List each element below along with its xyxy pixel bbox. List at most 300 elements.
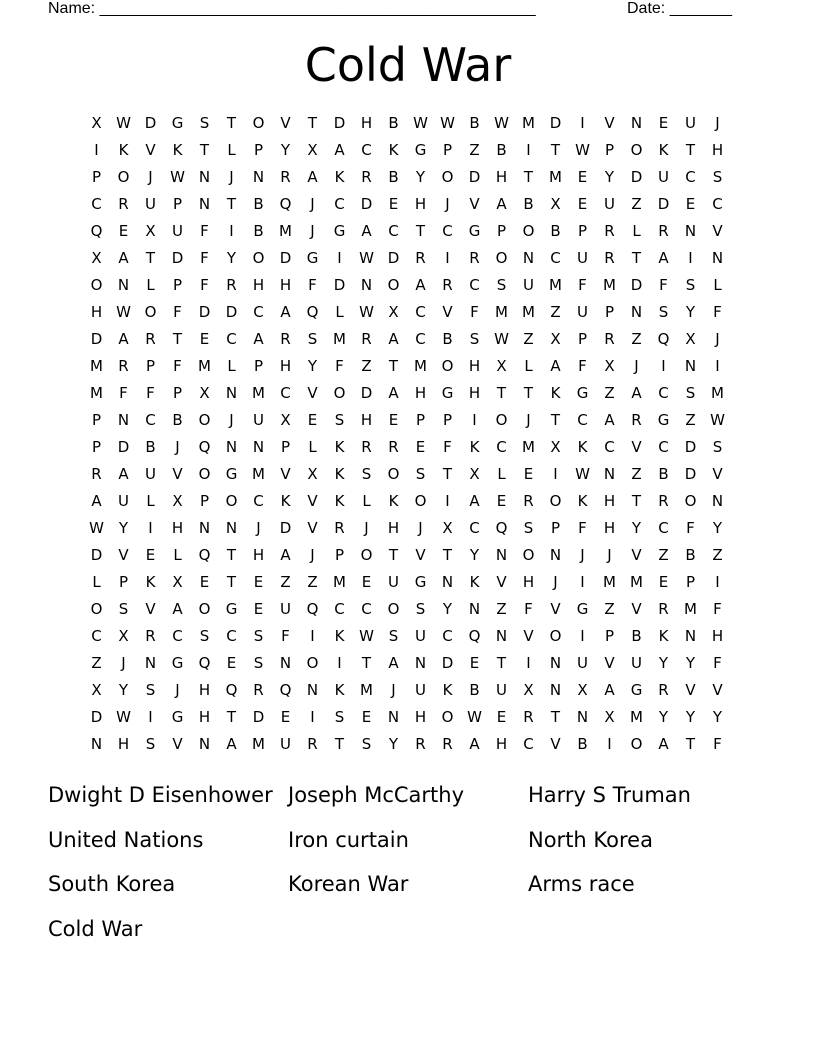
- grid-letter[interactable]: Z: [604, 600, 615, 618]
- grid-letter[interactable]: N: [522, 249, 535, 267]
- grid-letter[interactable]: D: [171, 249, 184, 267]
- grid-letter[interactable]: T: [226, 573, 237, 591]
- grid-letter[interactable]: N: [252, 168, 265, 186]
- grid-letter[interactable]: H: [279, 357, 292, 375]
- grid-letter[interactable]: L: [632, 222, 641, 240]
- grid-letter[interactable]: J: [715, 330, 720, 348]
- grid-letter[interactable]: Y: [226, 249, 237, 267]
- grid-letter[interactable]: B: [631, 627, 642, 645]
- grid-letter[interactable]: E: [388, 411, 399, 429]
- grid-letter[interactable]: J: [148, 168, 153, 186]
- grid-letter[interactable]: O: [225, 492, 238, 510]
- grid-letter[interactable]: C: [442, 627, 453, 645]
- grid-letter[interactable]: C: [658, 519, 669, 537]
- grid-letter[interactable]: Y: [631, 519, 642, 537]
- grid-letter[interactable]: N: [90, 735, 103, 753]
- grid-letter[interactable]: Q: [657, 330, 670, 348]
- grid-letter[interactable]: U: [577, 249, 588, 267]
- grid-letter[interactable]: W: [359, 627, 374, 645]
- grid-letter[interactable]: A: [253, 330, 264, 348]
- grid-letter[interactable]: E: [118, 222, 129, 240]
- grid-letter[interactable]: H: [387, 519, 400, 537]
- grid-letter[interactable]: A: [496, 195, 507, 213]
- grid-letter[interactable]: G: [333, 222, 346, 240]
- grid-letter[interactable]: S: [145, 681, 156, 699]
- grid-letter[interactable]: H: [495, 168, 508, 186]
- grid-letter[interactable]: M: [252, 384, 265, 402]
- grid-letter[interactable]: O: [522, 546, 535, 564]
- grid-letter[interactable]: A: [280, 303, 291, 321]
- grid-letter[interactable]: B: [496, 141, 507, 159]
- grid-letter[interactable]: I: [580, 627, 585, 645]
- grid-letter[interactable]: J: [121, 654, 126, 672]
- grid-letter[interactable]: T: [388, 357, 399, 375]
- date-field[interactable]: Date: _______: [627, 0, 732, 17]
- grid-letter[interactable]: S: [712, 438, 723, 456]
- grid-letter[interactable]: Z: [658, 546, 669, 564]
- grid-letter[interactable]: R: [631, 411, 642, 429]
- grid-letter[interactable]: H: [90, 303, 103, 321]
- grid-letter[interactable]: I: [553, 465, 558, 483]
- grid-letter[interactable]: C: [361, 141, 372, 159]
- grid-letter[interactable]: M: [684, 600, 697, 618]
- grid-letter[interactable]: O: [198, 465, 211, 483]
- grid-letter[interactable]: Y: [685, 303, 696, 321]
- grid-letter[interactable]: D: [360, 195, 373, 213]
- grid-letter[interactable]: Q: [279, 195, 292, 213]
- grid-letter[interactable]: N: [225, 384, 238, 402]
- grid-letter[interactable]: E: [496, 492, 507, 510]
- grid-letter[interactable]: F: [119, 384, 128, 402]
- grid-letter[interactable]: B: [658, 465, 669, 483]
- grid-letter[interactable]: Q: [198, 654, 211, 672]
- grid-letter[interactable]: O: [630, 735, 643, 753]
- grid-letter[interactable]: C: [334, 600, 345, 618]
- grid-letter[interactable]: Y: [469, 546, 480, 564]
- grid-letter[interactable]: P: [91, 438, 102, 456]
- grid-letter[interactable]: Z: [631, 195, 642, 213]
- grid-letter[interactable]: X: [685, 330, 696, 348]
- grid-letter[interactable]: O: [90, 600, 103, 618]
- grid-letter[interactable]: G: [630, 681, 643, 699]
- grid-letter[interactable]: A: [280, 546, 291, 564]
- grid-letter[interactable]: I: [472, 411, 477, 429]
- grid-letter[interactable]: P: [685, 573, 696, 591]
- grid-letter[interactable]: D: [657, 195, 670, 213]
- grid-letter[interactable]: X: [604, 708, 615, 726]
- grid-letter[interactable]: O: [306, 654, 319, 672]
- grid-letter[interactable]: W: [467, 708, 482, 726]
- grid-letter[interactable]: V: [145, 600, 156, 618]
- grid-letter[interactable]: C: [604, 438, 615, 456]
- grid-letter[interactable]: R: [604, 330, 615, 348]
- grid-letter[interactable]: V: [631, 438, 642, 456]
- grid-letter[interactable]: Z: [91, 654, 102, 672]
- grid-letter[interactable]: U: [631, 654, 642, 672]
- grid-letter[interactable]: Z: [604, 384, 615, 402]
- grid-letter[interactable]: S: [334, 411, 345, 429]
- grid-letter[interactable]: V: [280, 114, 291, 132]
- grid-letter[interactable]: M: [90, 384, 103, 402]
- grid-letter[interactable]: B: [577, 735, 588, 753]
- grid-letter[interactable]: G: [225, 465, 238, 483]
- grid-letter[interactable]: B: [172, 411, 183, 429]
- grid-letter[interactable]: D: [279, 519, 292, 537]
- grid-letter[interactable]: R: [145, 330, 156, 348]
- grid-letter[interactable]: P: [199, 492, 210, 510]
- grid-letter[interactable]: R: [361, 330, 372, 348]
- grid-letter[interactable]: D: [225, 303, 238, 321]
- grid-letter[interactable]: E: [685, 195, 696, 213]
- grid-letter[interactable]: S: [712, 168, 723, 186]
- grid-letter[interactable]: R: [307, 735, 318, 753]
- grid-letter[interactable]: H: [252, 276, 265, 294]
- grid-letter[interactable]: R: [280, 168, 291, 186]
- grid-letter[interactable]: F: [713, 654, 722, 672]
- grid-letter[interactable]: G: [225, 600, 238, 618]
- grid-letter[interactable]: P: [253, 357, 264, 375]
- grid-letter[interactable]: A: [307, 168, 318, 186]
- grid-letter[interactable]: I: [580, 114, 585, 132]
- grid-letter[interactable]: R: [658, 681, 669, 699]
- grid-letter[interactable]: R: [523, 708, 534, 726]
- grid-letter[interactable]: F: [713, 735, 722, 753]
- grid-letter[interactable]: O: [333, 384, 346, 402]
- grid-letter[interactable]: T: [496, 654, 507, 672]
- grid-letter[interactable]: E: [577, 195, 588, 213]
- grid-letter[interactable]: X: [469, 465, 480, 483]
- grid-letter[interactable]: M: [414, 357, 427, 375]
- grid-letter[interactable]: M: [711, 384, 724, 402]
- grid-letter[interactable]: S: [361, 465, 372, 483]
- grid-letter[interactable]: H: [360, 114, 373, 132]
- grid-letter[interactable]: M: [522, 438, 535, 456]
- grid-letter[interactable]: W: [494, 114, 509, 132]
- grid-letter[interactable]: N: [144, 654, 157, 672]
- grid-letter[interactable]: V: [550, 600, 561, 618]
- grid-letter[interactable]: W: [440, 114, 455, 132]
- grid-letter[interactable]: Q: [495, 519, 508, 537]
- grid-letter[interactable]: H: [603, 492, 616, 510]
- grid-letter[interactable]: H: [468, 384, 481, 402]
- grid-letter[interactable]: C: [253, 303, 264, 321]
- grid-letter[interactable]: V: [631, 546, 642, 564]
- grid-letter[interactable]: A: [118, 249, 129, 267]
- grid-letter[interactable]: S: [253, 627, 264, 645]
- grid-letter[interactable]: C: [91, 195, 102, 213]
- grid-letter[interactable]: N: [495, 627, 508, 645]
- grid-letter[interactable]: G: [657, 411, 670, 429]
- grid-letter[interactable]: O: [495, 249, 508, 267]
- grid-letter[interactable]: N: [198, 735, 211, 753]
- grid-letter[interactable]: S: [307, 330, 318, 348]
- grid-letter[interactable]: A: [550, 357, 561, 375]
- grid-letter[interactable]: F: [578, 519, 587, 537]
- grid-letter[interactable]: T: [496, 384, 507, 402]
- grid-letter[interactable]: K: [658, 627, 669, 645]
- grid-letter[interactable]: P: [91, 168, 102, 186]
- grid-letter[interactable]: C: [523, 735, 534, 753]
- grid-letter[interactable]: O: [387, 465, 400, 483]
- grid-letter[interactable]: A: [604, 411, 615, 429]
- grid-letter[interactable]: U: [577, 654, 588, 672]
- grid-letter[interactable]: B: [469, 681, 480, 699]
- grid-letter[interactable]: N: [198, 195, 211, 213]
- grid-letter[interactable]: X: [550, 195, 561, 213]
- grid-letter[interactable]: J: [580, 546, 585, 564]
- grid-letter[interactable]: Q: [468, 627, 481, 645]
- grid-letter[interactable]: J: [364, 519, 369, 537]
- grid-letter[interactable]: Z: [631, 330, 642, 348]
- grid-letter[interactable]: J: [229, 411, 234, 429]
- grid-letter[interactable]: H: [279, 276, 292, 294]
- grid-letter[interactable]: W: [494, 330, 509, 348]
- grid-letter[interactable]: M: [522, 114, 535, 132]
- grid-letter[interactable]: Y: [280, 141, 291, 159]
- grid-letter[interactable]: N: [495, 546, 508, 564]
- grid-letter[interactable]: A: [469, 492, 480, 510]
- grid-letter[interactable]: G: [441, 384, 454, 402]
- grid-letter[interactable]: X: [442, 519, 453, 537]
- grid-letter[interactable]: L: [713, 276, 722, 294]
- grid-letter[interactable]: E: [496, 708, 507, 726]
- grid-letter[interactable]: E: [469, 654, 480, 672]
- grid-letter[interactable]: N: [198, 519, 211, 537]
- grid-letter[interactable]: K: [442, 681, 453, 699]
- grid-letter[interactable]: R: [658, 222, 669, 240]
- grid-letter[interactable]: M: [198, 357, 211, 375]
- grid-letter[interactable]: X: [172, 573, 183, 591]
- grid-letter[interactable]: P: [415, 411, 426, 429]
- grid-letter[interactable]: U: [145, 465, 156, 483]
- grid-letter[interactable]: A: [172, 600, 183, 618]
- grid-letter[interactable]: C: [361, 600, 372, 618]
- grid-letter[interactable]: J: [310, 195, 315, 213]
- grid-letter[interactable]: O: [144, 303, 157, 321]
- grid-letter[interactable]: Z: [550, 303, 561, 321]
- grid-letter[interactable]: M: [252, 735, 265, 753]
- grid-letter[interactable]: F: [200, 249, 209, 267]
- grid-letter[interactable]: R: [118, 357, 129, 375]
- grid-letter[interactable]: P: [550, 519, 561, 537]
- grid-letter[interactable]: C: [658, 438, 669, 456]
- grid-letter[interactable]: C: [442, 222, 453, 240]
- grid-letter[interactable]: A: [388, 330, 399, 348]
- grid-letter[interactable]: B: [388, 114, 399, 132]
- grid-letter[interactable]: T: [550, 708, 561, 726]
- grid-letter[interactable]: H: [414, 708, 427, 726]
- grid-letter[interactable]: T: [226, 546, 237, 564]
- grid-letter[interactable]: R: [469, 249, 480, 267]
- grid-letter[interactable]: W: [359, 303, 374, 321]
- grid-letter[interactable]: K: [388, 492, 399, 510]
- grid-letter[interactable]: K: [469, 573, 480, 591]
- grid-letter[interactable]: G: [576, 384, 589, 402]
- grid-letter[interactable]: Z: [361, 357, 372, 375]
- grid-letter[interactable]: N: [414, 654, 427, 672]
- grid-letter[interactable]: K: [334, 627, 345, 645]
- grid-letter[interactable]: S: [685, 276, 696, 294]
- grid-letter[interactable]: V: [712, 681, 723, 699]
- grid-letter[interactable]: J: [418, 519, 423, 537]
- grid-letter[interactable]: U: [415, 627, 426, 645]
- grid-letter[interactable]: K: [388, 141, 399, 159]
- grid-letter[interactable]: N: [198, 168, 211, 186]
- grid-letter[interactable]: V: [712, 465, 723, 483]
- grid-letter[interactable]: R: [658, 600, 669, 618]
- grid-letter[interactable]: B: [253, 222, 264, 240]
- grid-letter[interactable]: P: [334, 546, 345, 564]
- grid-letter[interactable]: T: [226, 114, 237, 132]
- grid-letter[interactable]: P: [604, 303, 615, 321]
- grid-letter[interactable]: B: [469, 114, 480, 132]
- grid-letter[interactable]: I: [310, 708, 315, 726]
- grid-letter[interactable]: D: [333, 114, 346, 132]
- grid-letter[interactable]: R: [442, 276, 453, 294]
- grid-letter[interactable]: R: [523, 492, 534, 510]
- grid-letter[interactable]: P: [604, 141, 615, 159]
- grid-letter[interactable]: Z: [496, 600, 507, 618]
- grid-letter[interactable]: X: [496, 357, 507, 375]
- grid-letter[interactable]: H: [711, 627, 724, 645]
- grid-letter[interactable]: E: [658, 573, 669, 591]
- grid-letter[interactable]: U: [658, 168, 669, 186]
- grid-letter[interactable]: T: [523, 384, 534, 402]
- grid-letter[interactable]: M: [252, 465, 265, 483]
- grid-letter[interactable]: J: [310, 546, 315, 564]
- grid-letter[interactable]: D: [252, 708, 265, 726]
- grid-letter[interactable]: E: [658, 114, 669, 132]
- grid-letter[interactable]: T: [226, 195, 237, 213]
- grid-letter[interactable]: J: [526, 411, 531, 429]
- grid-letter[interactable]: N: [279, 654, 292, 672]
- grid-letter[interactable]: H: [711, 141, 724, 159]
- grid-letter[interactable]: J: [310, 222, 315, 240]
- grid-letter[interactable]: K: [577, 438, 588, 456]
- grid-letter[interactable]: J: [634, 357, 639, 375]
- grid-letter[interactable]: D: [684, 465, 697, 483]
- grid-letter[interactable]: A: [334, 141, 345, 159]
- grid-letter[interactable]: C: [334, 195, 345, 213]
- grid-letter[interactable]: I: [688, 249, 693, 267]
- grid-letter[interactable]: A: [469, 735, 480, 753]
- grid-letter[interactable]: E: [577, 168, 588, 186]
- grid-letter[interactable]: X: [199, 384, 210, 402]
- grid-letter[interactable]: C: [685, 168, 696, 186]
- grid-letter[interactable]: X: [280, 411, 291, 429]
- grid-letter[interactable]: Y: [442, 600, 453, 618]
- grid-letter[interactable]: I: [337, 654, 342, 672]
- grid-letter[interactable]: F: [470, 303, 479, 321]
- grid-letter[interactable]: J: [607, 546, 612, 564]
- grid-letter[interactable]: V: [496, 573, 507, 591]
- grid-letter[interactable]: I: [715, 573, 720, 591]
- grid-letter[interactable]: V: [469, 195, 480, 213]
- grid-letter[interactable]: S: [415, 600, 426, 618]
- grid-letter[interactable]: M: [279, 222, 292, 240]
- grid-letter[interactable]: F: [578, 357, 587, 375]
- grid-letter[interactable]: M: [603, 573, 616, 591]
- grid-letter[interactable]: E: [280, 708, 291, 726]
- grid-letter[interactable]: A: [118, 330, 129, 348]
- grid-letter[interactable]: D: [441, 654, 454, 672]
- grid-letter[interactable]: Z: [712, 546, 723, 564]
- grid-letter[interactable]: K: [118, 141, 129, 159]
- grid-letter[interactable]: R: [442, 735, 453, 753]
- grid-letter[interactable]: M: [549, 276, 562, 294]
- grid-letter[interactable]: E: [415, 438, 426, 456]
- grid-letter[interactable]: I: [445, 492, 450, 510]
- grid-letter[interactable]: N: [603, 465, 616, 483]
- grid-letter[interactable]: E: [199, 573, 210, 591]
- grid-letter[interactable]: L: [146, 276, 155, 294]
- grid-letter[interactable]: A: [118, 465, 129, 483]
- grid-letter[interactable]: L: [497, 465, 506, 483]
- grid-letter[interactable]: O: [387, 276, 400, 294]
- grid-letter[interactable]: A: [658, 249, 669, 267]
- grid-letter[interactable]: N: [576, 708, 589, 726]
- grid-letter[interactable]: X: [91, 249, 102, 267]
- grid-letter[interactable]: N: [117, 411, 130, 429]
- grid-letter[interactable]: L: [227, 141, 236, 159]
- grid-letter[interactable]: X: [145, 222, 156, 240]
- grid-letter[interactable]: F: [308, 276, 317, 294]
- grid-letter[interactable]: L: [335, 303, 344, 321]
- grid-letter[interactable]: P: [280, 438, 291, 456]
- grid-letter[interactable]: N: [630, 303, 643, 321]
- grid-letter[interactable]: X: [91, 681, 102, 699]
- grid-letter[interactable]: P: [118, 573, 129, 591]
- grid-letter[interactable]: I: [445, 249, 450, 267]
- grid-letter[interactable]: A: [658, 735, 669, 753]
- grid-letter[interactable]: P: [442, 141, 453, 159]
- grid-letter[interactable]: T: [523, 168, 534, 186]
- grid-letter[interactable]: T: [199, 141, 210, 159]
- grid-letter[interactable]: O: [441, 708, 454, 726]
- grid-letter[interactable]: K: [145, 573, 156, 591]
- grid-letter[interactable]: Y: [415, 168, 426, 186]
- grid-letter[interactable]: M: [360, 681, 373, 699]
- grid-letter[interactable]: I: [337, 249, 342, 267]
- grid-letter[interactable]: R: [118, 195, 129, 213]
- grid-letter[interactable]: V: [604, 654, 615, 672]
- grid-letter[interactable]: M: [603, 276, 616, 294]
- grid-letter[interactable]: D: [117, 438, 130, 456]
- grid-letter[interactable]: F: [578, 276, 587, 294]
- grid-letter[interactable]: B: [685, 546, 696, 564]
- grid-letter[interactable]: H: [198, 708, 211, 726]
- grid-letter[interactable]: C: [469, 276, 480, 294]
- grid-letter[interactable]: R: [361, 438, 372, 456]
- grid-letter[interactable]: I: [526, 141, 531, 159]
- grid-letter[interactable]: Y: [712, 519, 723, 537]
- grid-letter[interactable]: X: [91, 114, 102, 132]
- grid-letter[interactable]: E: [199, 330, 210, 348]
- grid-letter[interactable]: H: [522, 573, 535, 591]
- grid-letter[interactable]: A: [415, 276, 426, 294]
- grid-letter[interactable]: X: [550, 438, 561, 456]
- grid-letter[interactable]: P: [172, 195, 183, 213]
- grid-letter[interactable]: F: [335, 357, 344, 375]
- grid-letter[interactable]: Z: [469, 141, 480, 159]
- grid-letter[interactable]: D: [90, 330, 103, 348]
- grid-letter[interactable]: U: [577, 303, 588, 321]
- grid-letter[interactable]: M: [630, 708, 643, 726]
- grid-letter[interactable]: N: [684, 357, 697, 375]
- grid-letter[interactable]: E: [145, 546, 156, 564]
- grid-letter[interactable]: O: [414, 492, 427, 510]
- grid-letter[interactable]: D: [90, 708, 103, 726]
